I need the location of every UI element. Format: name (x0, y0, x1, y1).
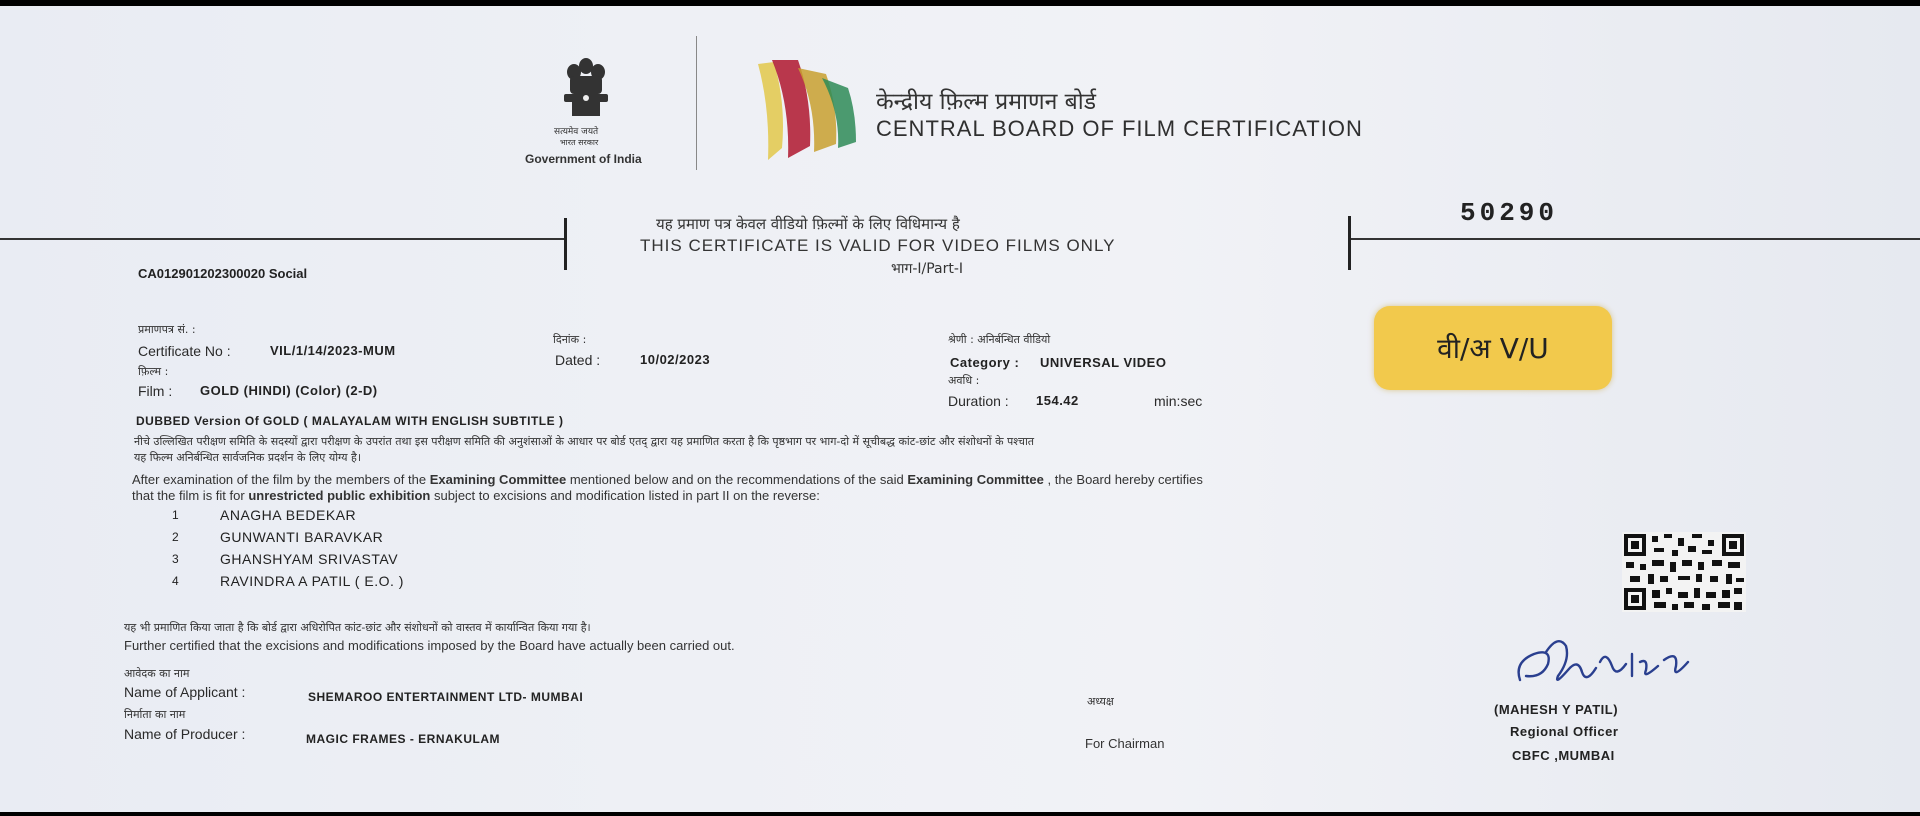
certificate-no-value: VIL/1/14/2023-MUM (270, 343, 396, 358)
list-item: 2 GUNWANTI BARAVKAR (172, 529, 384, 545)
list-item: 3 GHANSHYAM SRIVASTAV (172, 551, 399, 567)
emblem-hindi-caption: भारत सरकार (560, 138, 599, 147)
dubbed-version: DUBBED Version Of GOLD ( MALAYALAM WITH ENGLISH SUBTITLE ) (136, 414, 564, 428)
right-bracket (1348, 216, 1351, 270)
date-hindi: दिनांक : (553, 333, 587, 346)
category-label: Category : (950, 355, 1020, 370)
body-english-line-1: After examination of the film by the members of the Examining Committee mentioned below and on the recommendations of the said Examining Committee , the Board hereby certifies (132, 472, 1203, 487)
body-hindi-paragraph-2: यह फिल्म अनिर्बन्धित सार्वजनिक प्रदर्शन के लिए योग्य है। (134, 451, 362, 464)
film-value: GOLD (HINDI) (Color) (2-D) (200, 383, 378, 398)
applicant-value: SHEMAROO ENTERTAINMENT LTD- MUMBAI (308, 690, 584, 704)
board-name-hindi: केन्द्रीय फ़िल्म प्रमाणन बोर्ड (876, 89, 1097, 115)
date-label: Dated : (555, 352, 601, 368)
board-name-english: CENTRAL BOARD OF FILM CERTIFICATION (876, 116, 1363, 141)
category-value: UNIVERSAL VIDEO (1040, 355, 1167, 370)
producer-value: MAGIC FRAMES - ERNAKULAM (306, 732, 500, 746)
validity-english: THIS CERTIFICATE IS VALID FOR VIDEO FILMS ONLY (640, 236, 1116, 255)
validity-part: भाग-I/Part-I (891, 261, 964, 277)
further-english: Further certified that the excisions and modifications imposed by the Board have actually been carried out. (124, 638, 735, 653)
serial-number: 50290 (1460, 198, 1559, 228)
body-english-line-2: that the film is fit for unrestricted public exhibition subject to excisions and modification listed in part II on the reverse: (132, 488, 820, 503)
officer-office: CBFC ,MUMBAI (1512, 748, 1615, 763)
emblem-caption: Government of India (525, 152, 642, 166)
chairman-label: For Chairman (1085, 736, 1165, 751)
officer-name: (MAHESH Y PATIL) (1494, 702, 1619, 717)
header-divider (696, 36, 697, 170)
certificate-no-hindi: प्रमाणपत्र सं. : (138, 323, 196, 336)
qr-code-icon (1622, 532, 1746, 612)
duration-unit: min:sec (1154, 393, 1203, 409)
category-hindi: श्रेणी : अनिर्बन्धित वीडियो (948, 333, 1051, 346)
emblem-motto: सत्यमेव जयते (554, 127, 599, 137)
rating-badge: वी/अ V/U (1374, 306, 1612, 390)
reference-number: CA012901202300020 Social (138, 266, 308, 281)
right-rule (1350, 238, 1920, 240)
duration-value: 154.42 (1036, 393, 1079, 408)
signature-icon (1508, 632, 1694, 696)
date-value: 10/02/2023 (640, 352, 711, 367)
producer-label: Name of Producer : (124, 726, 246, 742)
further-hindi: यह भी प्रमाणित किया जाता है कि बोर्ड द्वारा अधिरोपित कांट-छांट और संशोधनों को वास्तव में कार्यान्वित किया गया है। (124, 621, 591, 634)
officer-title: Regional Officer (1510, 724, 1619, 739)
certificate-no-label: Certificate No : (138, 343, 231, 359)
left-bracket (564, 218, 567, 270)
applicant-label: Name of Applicant : (124, 684, 246, 700)
chairman-hindi: अध्यक्ष (1087, 695, 1114, 708)
list-item: 1 ANAGHA BEDEKAR (172, 507, 357, 523)
film-hindi: फ़िल्म : (138, 365, 169, 378)
duration-hindi: अवधि : (948, 374, 980, 387)
producer-hindi: निर्माता का नाम (124, 708, 186, 721)
validity-hindi: यह प्रमाण पत्र केवल वीडियो फ़िल्मों के लिए विधिमान्य है (656, 215, 960, 233)
duration-label: Duration : (948, 393, 1009, 409)
committee-members-list (172, 504, 404, 592)
body-hindi-paragraph: नीचे उल्लिखित परीक्षण समिति के सदस्यों द्वारा परीक्षण के उपरांत तथा इस परीक्षण समिति की अनुशंसाओं के आधार पर बोर्ड एतद् द्वारा यह प्रमाणित करता है कि पृष्ठभाग पर भाग-दो में सूचीबद्ध कांट-छांट और संशोधनों के पश्चात (134, 435, 1035, 448)
certificate-paper (0, 6, 1920, 812)
left-rule (0, 238, 566, 240)
film-label: Film : (138, 383, 173, 399)
cbfc-logo-icon (752, 48, 862, 168)
applicant-hindi: आवेदक का नाम (124, 667, 190, 680)
list-item: 4 RAVINDRA A PATIL ( E.O. ) (172, 573, 404, 589)
